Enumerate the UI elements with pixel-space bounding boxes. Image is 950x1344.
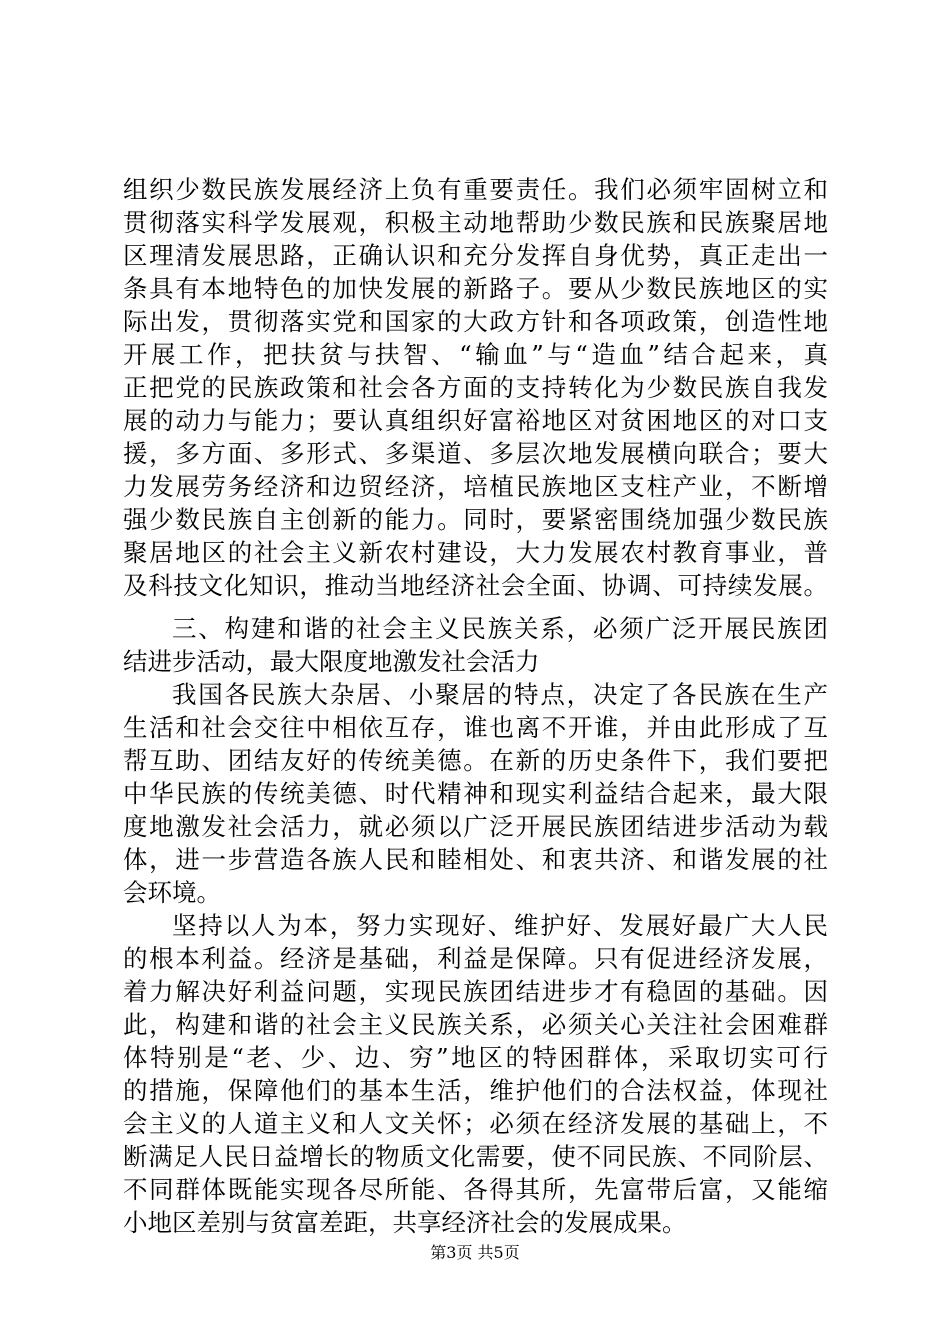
text-line: 组织少数民族发展经济上负有重要责任。我们必须牢固树立和: [123, 175, 828, 204]
text-line: 力发展劳务经济和边贸经济，培植民族地区支柱产业，不断增: [123, 472, 828, 501]
text-line: 体，进一步营造各族人民和睦相处、和衷共济、和谐发展的社: [123, 845, 828, 874]
text-line: 正把党的民族政策和社会各方面的支持转化为少数民族自我发: [123, 373, 828, 402]
page-number-footer: 第3页 共5页: [430, 1243, 520, 1262]
text-line: 强少数民族自主创新的能力。同时，要紧密围绕加强少数民族: [123, 505, 828, 534]
text-line: 我国各民族大杂居、小聚居的特点，决定了各民族在生产: [172, 680, 828, 709]
text-line: 展的动力与能力；要认真组织好富裕地区对贫困地区的对口支: [123, 406, 828, 435]
text-line: 着力解决好利益问题，实现民族团结进步才有稳固的基础。因: [123, 977, 828, 1006]
text-line: 坚持以人为本，努力实现好、维护好、发展好最广大人民: [172, 911, 828, 940]
text-line: 度地激发社会活力，就必须以广泛开展民族团结进步活动为载: [123, 812, 828, 841]
section-heading-line: 三、构建和谐的社会主义民族关系，必须广泛开展民族团: [172, 614, 828, 643]
text-line: 贯彻落实科学发展观，积极主动地帮助少数民族和民族聚居地: [123, 208, 828, 237]
text-line: 体特别是“老、少、边、穷”地区的特困群体，采取切实可行: [123, 1043, 828, 1072]
text-line: 聚居地区的社会主义新农村建设，大力发展农村教育事业，普: [123, 538, 828, 567]
text-line: 小地区差别与贫富差距，共享经济社会的发展成果。: [123, 1208, 687, 1237]
text-line: 帮互助、团结友好的传统美德。在新的历史条件下，我们要把: [123, 746, 828, 775]
text-line: 此，构建和谐的社会主义民族关系，必须关心关注社会困难群: [123, 1010, 828, 1039]
text-line: 援，多方面、多形式、多渠道、多层次地发展横向联合；要大: [123, 439, 828, 468]
text-line: 及科技文化知识，推动当地经济社会全面、协调、可持续发展。: [123, 571, 828, 600]
text-line: 的措施，保障他们的基本生活，维护他们的合法权益，体现社: [123, 1076, 828, 1105]
text-line: 条具有本地特色的加快发展的新路子。要从少数民族地区的实: [123, 274, 828, 303]
text-line: 开展工作，把扶贫与扶智、“输血”与“造血”结合起来，真: [123, 340, 828, 369]
text-line: 中华民族的传统美德、时代精神和现实利益结合起来，最大限: [123, 779, 828, 808]
text-line: 区理清发展思路，正确认识和充分发挥自身优势，真正走出一: [123, 241, 828, 270]
text-line: 际出发，贯彻落实党和国家的大政方针和各项政策，创造性地: [123, 307, 828, 336]
text-line: 不同群体既能实现各尽所能、各得其所，先富带后富，又能缩: [123, 1175, 828, 1204]
text-line: 生活和社会交往中相依互存，谁也离不开谁，并由此形成了互: [123, 713, 828, 742]
text-line: 断满足人民日益增长的物质文化需要，使不同民族、不同阶层、: [123, 1142, 828, 1171]
text-line: 的根本利益。经济是基础，利益是保障。只有促进经济发展，: [123, 944, 828, 973]
text-line: 会环境。: [123, 878, 221, 907]
section-heading-line: 结进步活动，最大限度地激发社会活力: [123, 647, 540, 676]
text-line: 会主义的人道主义和人文关怀；必须在经济发展的基础上，不: [123, 1109, 828, 1138]
